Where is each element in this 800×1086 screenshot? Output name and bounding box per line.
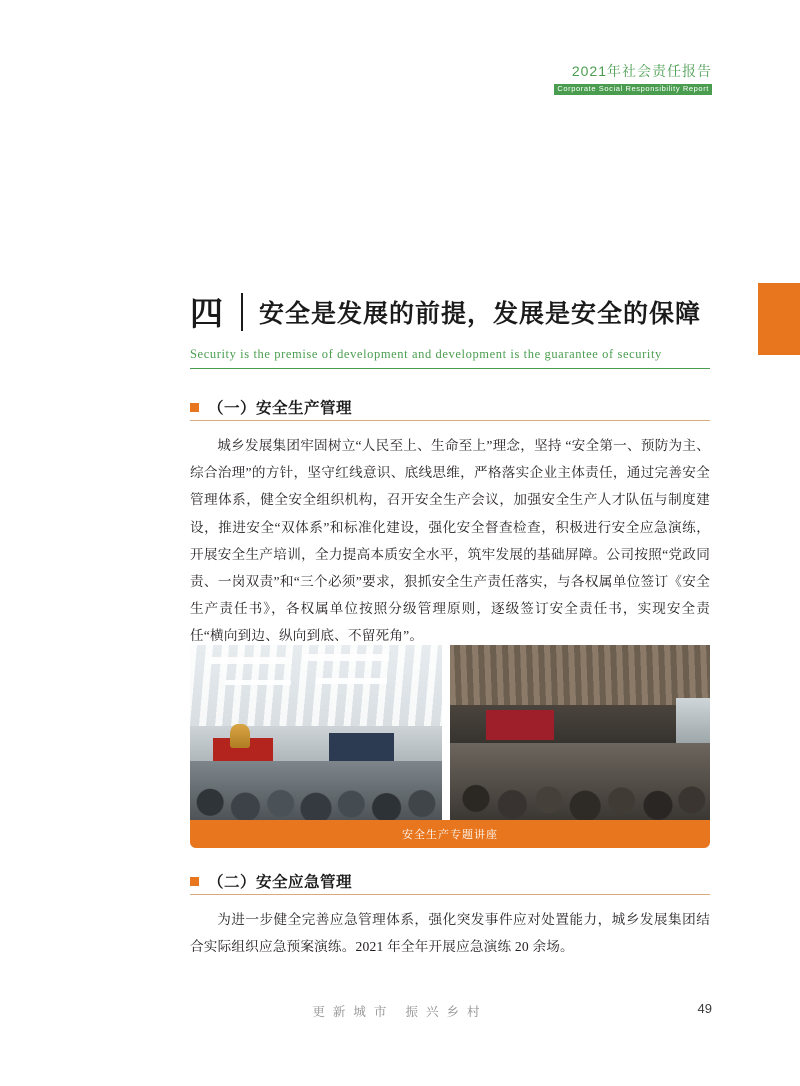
figure-caption: 安全生产专题讲座: [190, 820, 710, 848]
chapter-divider: [241, 293, 243, 331]
photo-conference-room: [190, 645, 442, 820]
report-title-en: Corporate Social Responsibility Report: [554, 84, 712, 95]
page-header: [554, 64, 712, 95]
section-1-rule: [190, 420, 710, 421]
section-1-paragraph: 城乡发展集团牢固树立“人民至上、生命至上”理念，坚持 “安全第一、预防为主、综合治理”的方针，坚守红线意识、底线思维，严格落实企业主体责任，通过完善安全管理体系，健全安全组织机构，召开安全生产会议，加强安全生产人才队伍与制度建设，推进安全“双体系”和标准化建设，强化安全督查检查，积极进行安全应急演练，开展安全生产培训，全力提高本质安全水平，筑牢发展的基础屏障。公司按照“党政同责、一岗双责”和“三个必须”要求，狠抓安全生产责任落实，与各权属单位签订《安全生产责任书》，各权属单位按照分级管理原则，逐级签订安全责任书，实现安全责任“横向到边、纵向到底、不留死角”。: [190, 438, 710, 644]
section-heading-2-label: （二）安全应急管理: [208, 874, 353, 891]
chapter-heading: [190, 288, 710, 369]
figure-block: [190, 645, 710, 848]
chapter-number: 四: [190, 297, 225, 333]
square-bullet-icon: [190, 877, 199, 886]
footer-slogan: 更新城市 振兴乡村: [312, 1005, 488, 1019]
chapter-title: 安全是发展的前提，发展是安全的保障: [259, 300, 702, 328]
section-2-rule: [190, 894, 710, 895]
photo-lecture-hall: [450, 645, 710, 820]
chapter-edge-tab: [758, 283, 800, 355]
square-bullet-icon: [190, 403, 199, 412]
section-heading-1-label: （一）安全生产管理: [208, 400, 353, 417]
chapter-subtitle-en: Security is the premise of development and development is the guarantee of security: [190, 347, 710, 369]
section-2-paragraph: 为进一步健全完善应急管理体系，强化突发事件应对处置能力，城乡发展集团结合实际组织应急预案演练。2021 年全年开展应急演练 20 余场。: [190, 912, 710, 955]
page-number: 49: [697, 1001, 712, 1016]
report-title-cn: 2021年社会责任报告: [571, 63, 712, 79]
section-heading-2: [190, 870, 352, 892]
section-heading-1: [190, 396, 352, 418]
